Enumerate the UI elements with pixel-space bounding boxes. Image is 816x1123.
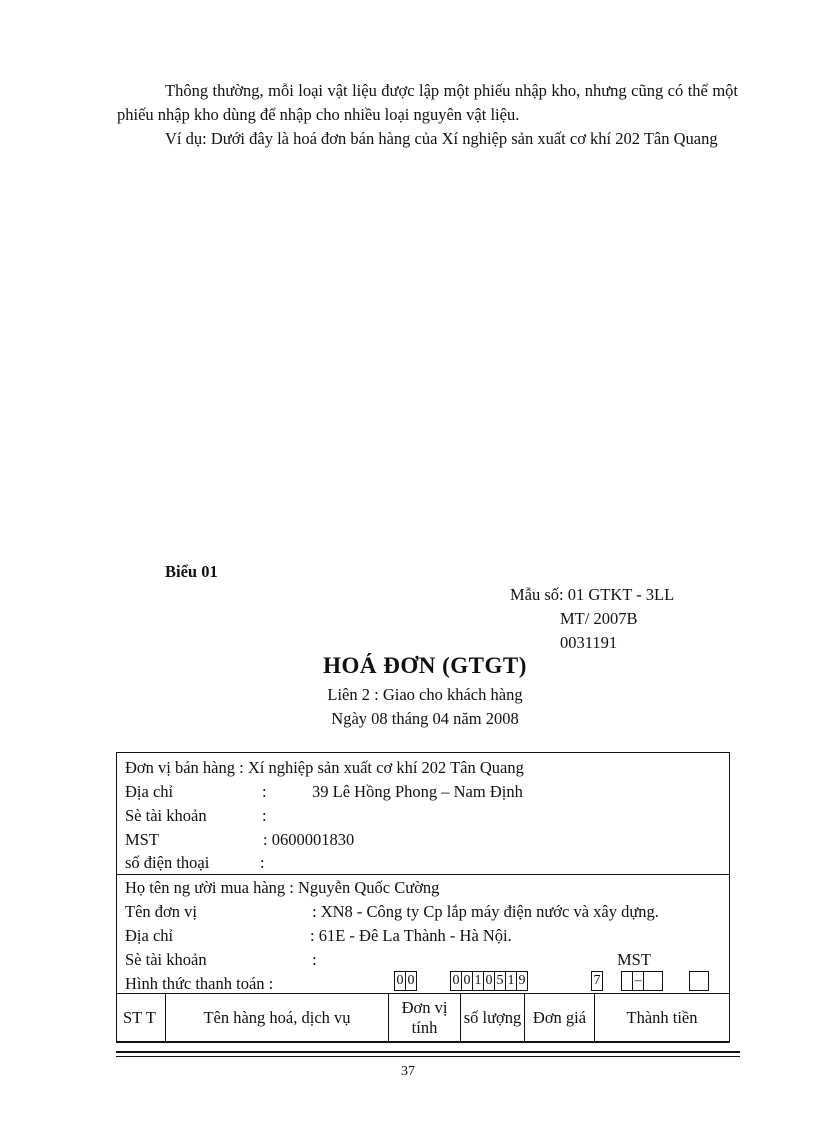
mst-digit-box: 1 — [472, 971, 484, 991]
form-label: Biểu 01 — [165, 562, 218, 581]
seller-account-label: Sè tài khoản — [125, 806, 207, 825]
section-divider — [117, 874, 729, 875]
seller-tax-value: : 0600001830 — [263, 830, 355, 849]
mst-digit-box: 0 — [394, 971, 406, 991]
invoice-copy: Liên 2 : Giao cho khách hàng — [327, 685, 523, 704]
buyer-mst-label: MST — [617, 950, 651, 969]
mst-digit-box: 0 — [405, 971, 417, 991]
buyer-account-colon: : — [312, 950, 317, 969]
col-unit: Đơn vị tính — [389, 994, 461, 1042]
col-stt: ST T — [117, 994, 166, 1042]
items-table-header — [116, 993, 730, 1043]
mst-digit-box: 5 — [494, 971, 506, 991]
seller-account-colon: : — [262, 806, 267, 825]
footer-rule — [116, 1051, 740, 1053]
col-unit-price: Đơn giá — [525, 994, 595, 1042]
seller-address-label: Địa chỉ — [125, 782, 174, 801]
page-number: 37 — [401, 1064, 415, 1079]
buyer-unit-label: Tên đơn vị — [125, 902, 197, 921]
col-quantity: số lượng — [461, 994, 525, 1042]
buyer-unit-value: : XN8 - Công ty Cp lắp máy điện nước và xây dựng. — [312, 902, 659, 921]
buyer-address-value: : 61E - Đê La Thành - Hà Nội. — [310, 926, 512, 945]
paragraph-example: Ví dụ: Dưới đây là hoá đơn bán hàng của Xí nghiệp sản xuất cơ khí 202 Tân Quang — [165, 129, 718, 148]
seller-unit: Đơn vị bán hàng : Xí nghiệp sản xuất cơ khí 202 Tân Quang — [125, 758, 524, 777]
mst-digit-box: 7 — [591, 971, 603, 991]
mst-digit-box: 1 — [505, 971, 517, 991]
mst-digit-box — [689, 971, 709, 991]
mst-boxes-group-4 — [622, 971, 663, 991]
invoice-date: Ngày 08 tháng 04 năm 2008 — [331, 709, 519, 728]
paragraph-intro: Thông thường, mỗi loại vật liệu được lập một phiếu nhập kho, nhưng cũng có thể một phiếu nhập kho dùng để nhập cho nhiều loại nguyên vật liệu. — [117, 81, 738, 124]
seller-phone-label: số điện thoại — [125, 853, 210, 872]
col-item-name: Tên hàng hoá, dịch vụ — [166, 994, 389, 1042]
buyer-address-label: Địa chỉ — [125, 926, 174, 945]
invoice-title: HOÁ ĐƠN (GTGT) — [323, 653, 527, 678]
buyer-name: Họ tên ng ười mua hàng : Nguyễn Quốc Cường — [125, 878, 440, 897]
seller-address-colon: : — [262, 782, 267, 801]
seller-phone-colon: : — [260, 853, 265, 872]
mst-boxes-group-5 — [690, 971, 709, 991]
mst-boxes-group-3 — [592, 971, 603, 991]
seller-address-value: 39 Lê Hồng Phong – Nam Định — [312, 782, 523, 801]
form-invoice-number: 0031191 — [560, 633, 618, 652]
form-template-number: Mẫu số: 01 GTKT - 3LL — [510, 585, 675, 604]
mst-digit-box — [643, 971, 663, 991]
footer-rule-thin — [116, 1056, 740, 1057]
mst-boxes-group-1 — [395, 971, 417, 991]
mst-digit-box: – — [632, 971, 644, 991]
form-series: MT/ 2007B — [560, 609, 638, 628]
mst-digit-box: 0 — [461, 971, 473, 991]
mst-digit-box: 0 — [483, 971, 495, 991]
mst-boxes-group-2 — [451, 971, 528, 991]
mst-digit-box: 9 — [516, 971, 528, 991]
mst-digit-box: 0 — [450, 971, 462, 991]
seller-tax-label: MST — [125, 830, 159, 849]
payment-method-label: Hình thức thanh toán : — [125, 974, 274, 993]
buyer-account-label: Sè tài khoản — [125, 950, 207, 969]
col-amount: Thành tiền — [626, 1008, 698, 1027]
